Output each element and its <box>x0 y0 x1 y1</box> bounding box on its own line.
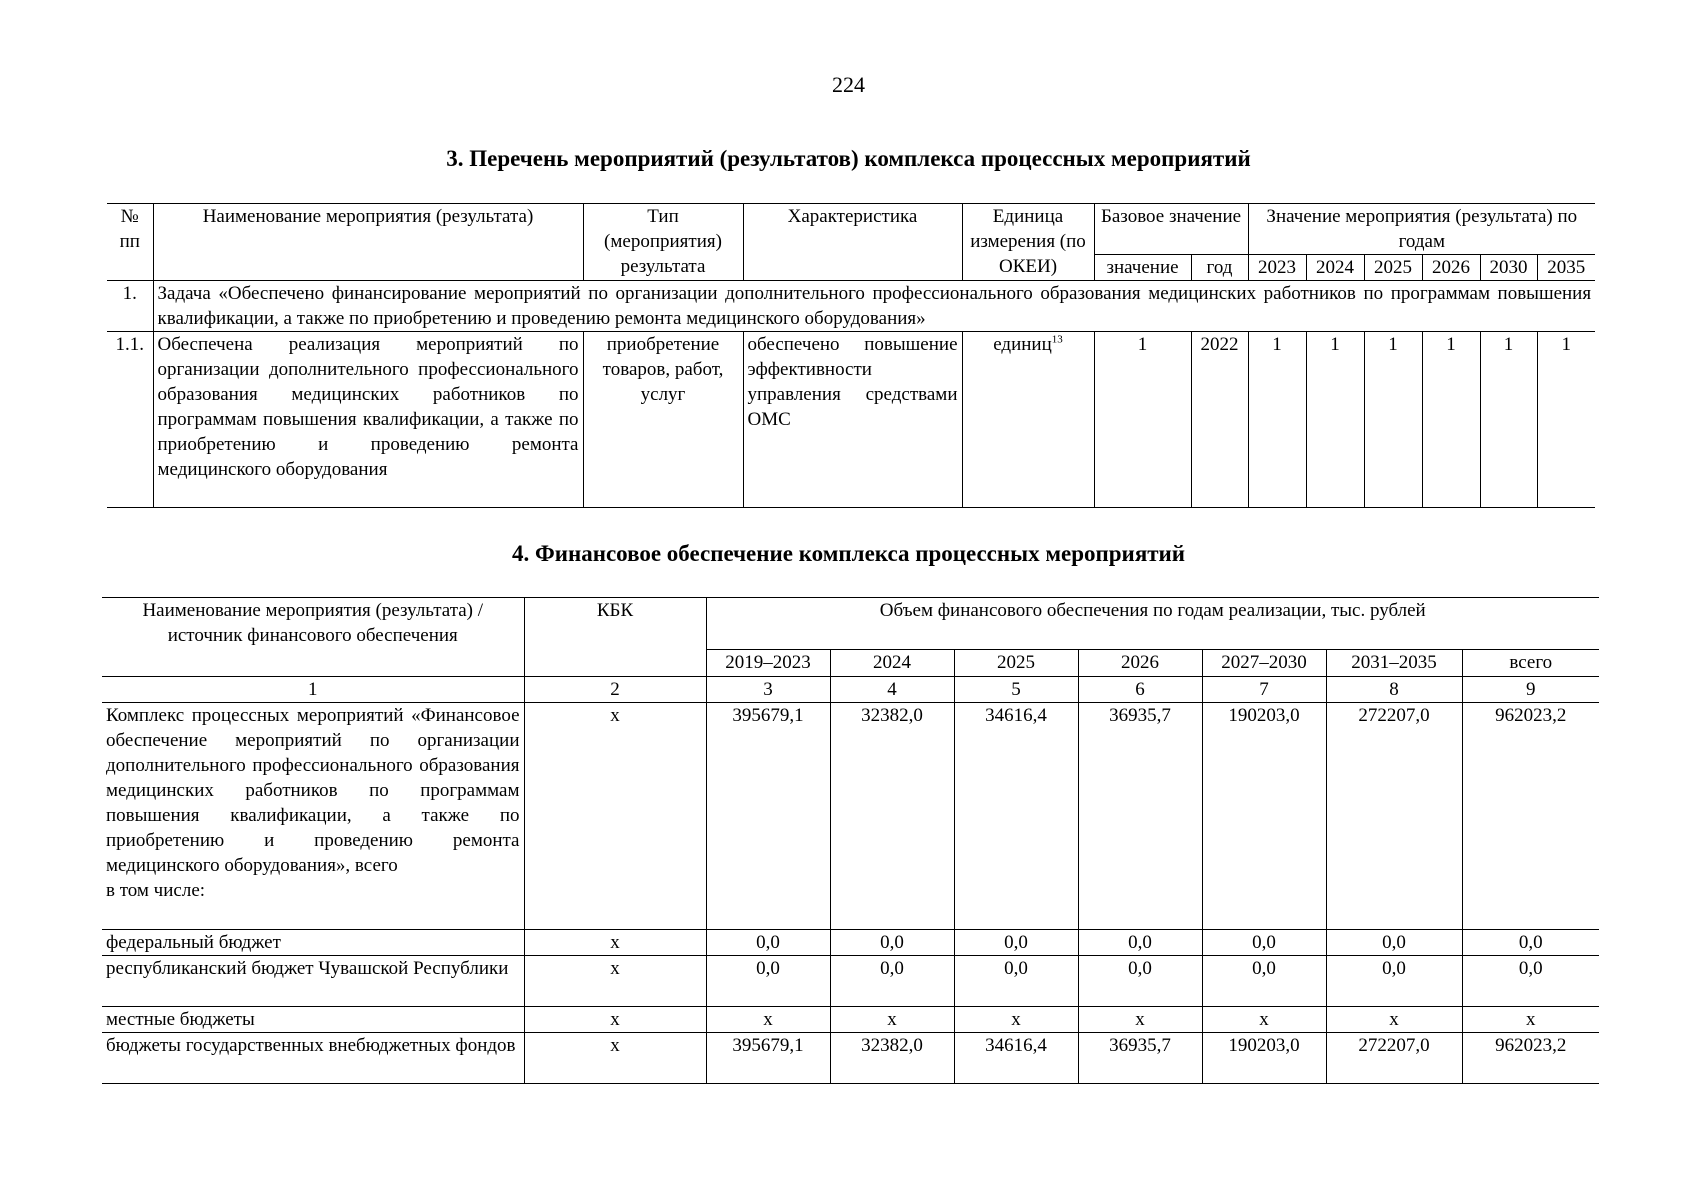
financing-table <box>102 597 1599 1084</box>
amount: 0,0 <box>1202 930 1326 956</box>
amount: 272207,0 <box>1326 1033 1462 1084</box>
header-kbk: КБК <box>524 598 706 677</box>
header-characteristic: Характеристика <box>743 204 962 281</box>
page-number: 224 <box>832 72 865 97</box>
header-year: 2026 <box>1422 255 1480 281</box>
col-number: 3 <box>706 677 830 703</box>
header-unit: Единица измерения (по ОКЕИ) <box>962 204 1094 281</box>
amount: 0,0 <box>830 956 954 1007</box>
row-name: Обеспечена реализация мероприятий по организации дополнительного профессионального образования медицинских работников по программам повышения квалификации, а также по приобретению и проведению ремонта медицинского оборудования <box>153 332 583 508</box>
header-year: 2025 <box>1364 255 1422 281</box>
amount: 0,0 <box>1326 956 1462 1007</box>
kbk-value: x <box>524 956 706 1007</box>
amount: 395679,1 <box>706 703 830 930</box>
header-year: 2024 <box>1306 255 1364 281</box>
header-base-year: год <box>1191 255 1248 281</box>
amount: 32382,0 <box>830 1033 954 1084</box>
amount: 0,0 <box>706 930 830 956</box>
amount: x <box>954 1007 1078 1033</box>
col-number: 2 <box>524 677 706 703</box>
kbk-value: x <box>524 703 706 930</box>
row-year-value: 1 <box>1537 332 1595 508</box>
header-volume: Объем финансового обеспечения по годам реализации, тыс. рублей <box>706 598 1599 650</box>
amount: 0,0 <box>1078 956 1202 1007</box>
kbk-value: x <box>524 1007 706 1033</box>
header-name: Наименование мероприятия (результата) / источник финансового обеспечения <box>102 598 524 677</box>
header-name-spacer <box>153 255 583 281</box>
row-base-value: 1 <box>1094 332 1191 508</box>
header-period: 2026 <box>1078 650 1202 677</box>
header-period: 2024 <box>830 650 954 677</box>
source-name: местные бюджеты <box>102 1007 524 1033</box>
amount: 0,0 <box>1078 930 1202 956</box>
amount: 0,0 <box>706 956 830 1007</box>
header-name: Наименование мероприятия (результата) <box>153 204 583 255</box>
row-unit <box>962 332 1094 508</box>
amount: 0,0 <box>954 956 1078 1007</box>
col-number: 4 <box>830 677 954 703</box>
amount: 190203,0 <box>1202 703 1326 930</box>
row-number: 1.1. <box>107 332 153 508</box>
unit-footnote: 13 <box>1051 333 1063 346</box>
amount: 0,0 <box>954 930 1078 956</box>
source-name: бюджеты государственных внебюджетных фондов <box>102 1033 524 1084</box>
header-no: № пп <box>107 204 153 255</box>
section-4-title: 4. Финансовое обеспечение комплекса процессных мероприятий <box>511 541 1186 566</box>
amount: 962023,2 <box>1462 703 1599 930</box>
row-unit-text: единиц <box>993 334 1052 355</box>
amount: 962023,2 <box>1462 1033 1599 1084</box>
col-number: 7 <box>1202 677 1326 703</box>
complex-row-name <box>102 703 524 930</box>
amount: x <box>706 1007 830 1033</box>
activities-table <box>107 203 1595 508</box>
header-year: 2030 <box>1480 255 1537 281</box>
source-name: федеральный бюджет <box>102 930 524 956</box>
kbk-value: x <box>524 1033 706 1084</box>
header-period: 2031–2035 <box>1326 650 1462 677</box>
header-period: 2019–2023 <box>706 650 830 677</box>
header-no-spacer <box>107 255 153 281</box>
amount: 36935,7 <box>1078 1033 1202 1084</box>
complex-row-subtitle: в том числе: <box>106 880 206 901</box>
header-type: Тип (мероприятия) результата <box>583 204 743 281</box>
task-number: 1. <box>107 281 153 332</box>
header-period: всего <box>1462 650 1599 677</box>
amount: 0,0 <box>1462 930 1599 956</box>
row-year-value: 1 <box>1422 332 1480 508</box>
amount: x <box>830 1007 954 1033</box>
amount: x <box>1326 1007 1462 1033</box>
amount: 32382,0 <box>830 703 954 930</box>
row-year-value: 1 <box>1480 332 1537 508</box>
amount: 36935,7 <box>1078 703 1202 930</box>
header-period: 2027–2030 <box>1202 650 1326 677</box>
header-year: 2023 <box>1248 255 1306 281</box>
col-number: 9 <box>1462 677 1599 703</box>
col-number: 5 <box>954 677 1078 703</box>
row-type: приобретение товаров, работ, услуг <box>583 332 743 508</box>
amount: 0,0 <box>830 930 954 956</box>
amount: 0,0 <box>1202 956 1326 1007</box>
header-base: Базовое значение <box>1094 204 1248 255</box>
source-name: республиканский бюджет Чувашской Республики <box>102 956 524 1007</box>
amount: 34616,4 <box>954 703 1078 930</box>
amount: 190203,0 <box>1202 1033 1326 1084</box>
amount: 272207,0 <box>1326 703 1462 930</box>
header-period: 2025 <box>954 650 1078 677</box>
row-base-year: 2022 <box>1191 332 1248 508</box>
header-values-by-year: Значение мероприятия (результата) по годам <box>1248 204 1595 255</box>
row-year-value: 1 <box>1248 332 1306 508</box>
col-number: 6 <box>1078 677 1202 703</box>
row-characteristic: обеспечено повышение эффективности управления средствами ОМС <box>743 332 962 508</box>
amount: 395679,1 <box>706 1033 830 1084</box>
task-text: Задача «Обеспечено финансирование мероприятий по организации дополнительного профессионального образования медицинских работников по программам повышения квалификации, а также по приобретению и проведению ремонта медицинского оборудования» <box>153 281 1595 332</box>
amount: 0,0 <box>1462 956 1599 1007</box>
kbk-value: x <box>524 930 706 956</box>
amount: 34616,4 <box>954 1033 1078 1084</box>
header-year: 2035 <box>1537 255 1595 281</box>
row-year-value: 1 <box>1306 332 1364 508</box>
amount: x <box>1462 1007 1599 1033</box>
complex-row-title: Комплекс процессных мероприятий «Финансовое обеспечение мероприятий по организации дополнительного профессионального образования медицинских работников по программам повышения квалификации, а также по приобретению и проведению ремонта медицинского оборудования», всего <box>106 705 520 876</box>
col-number: 1 <box>102 677 524 703</box>
col-number: 8 <box>1326 677 1462 703</box>
section-3-title: 3. Перечень мероприятий (результатов) комплекса процессных мероприятий <box>446 146 1251 171</box>
amount: x <box>1078 1007 1202 1033</box>
amount: x <box>1202 1007 1326 1033</box>
amount: 0,0 <box>1326 930 1462 956</box>
row-year-value: 1 <box>1364 332 1422 508</box>
header-base-value: значение <box>1094 255 1191 281</box>
